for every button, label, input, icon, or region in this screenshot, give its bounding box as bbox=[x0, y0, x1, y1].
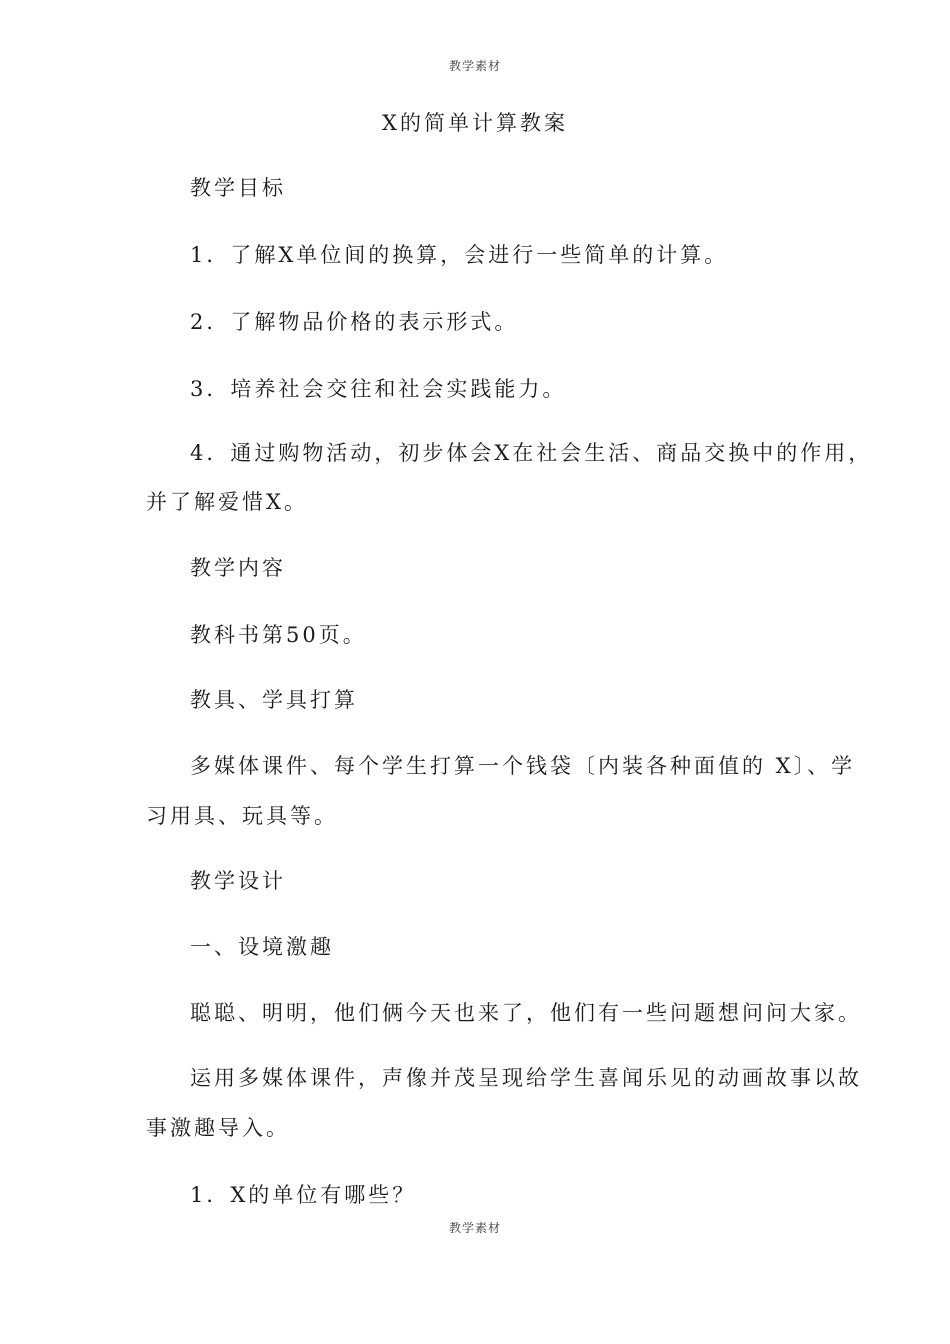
section-heading-content: 教学内容 bbox=[190, 556, 286, 580]
section-heading-materials: 教具、学具打算 bbox=[190, 688, 358, 712]
paragraph-content: 教科书第50页。 bbox=[190, 623, 367, 647]
section-heading-design: 教学设计 bbox=[190, 869, 286, 893]
paragraph-objective-4-line-2: 并了解爱惜X。 bbox=[146, 490, 308, 514]
paragraph-objective-4-line-1: 4．通过购物活动，初步体会X在社会生活、商品交换中的作用， bbox=[190, 441, 873, 465]
page-footer-label: 教学素材 bbox=[448, 1221, 501, 1235]
paragraph-multimedia-line-1: 运用多媒体课件，声像并茂呈现给学生喜闻乐见的动画故事以故 bbox=[190, 1066, 862, 1090]
subsection-heading-intro: 一、设境激趣 bbox=[190, 935, 334, 959]
paragraph-objective-1: 1．了解X单位间的换算，会进行一些简单的计算。 bbox=[190, 243, 729, 267]
paragraph-materials-line-2: 习用具、玩具等。 bbox=[146, 804, 338, 828]
document-title: X的简单计算教案 bbox=[382, 111, 568, 135]
paragraph-multimedia-line-2: 事激趣导入。 bbox=[146, 1116, 290, 1140]
paragraph-objective-3: 3．培养社会交往和社会实践能力。 bbox=[190, 377, 567, 401]
section-heading-objectives: 教学目标 bbox=[190, 176, 286, 200]
page-header-label: 教学素材 bbox=[448, 59, 501, 73]
paragraph-intro: 聪聪、明明，他们俩今天也来了，他们有一些问题想问问大家。 bbox=[190, 1001, 862, 1025]
paragraph-materials-line-1: 多媒体课件、每个学生打算一个钱袋〔内装各种面值的 X〕、学 bbox=[190, 754, 856, 778]
paragraph-question-1: 1．X的单位有哪些？ bbox=[190, 1183, 417, 1207]
paragraph-objective-2: 2．了解物品价格的表示形式。 bbox=[190, 310, 519, 334]
